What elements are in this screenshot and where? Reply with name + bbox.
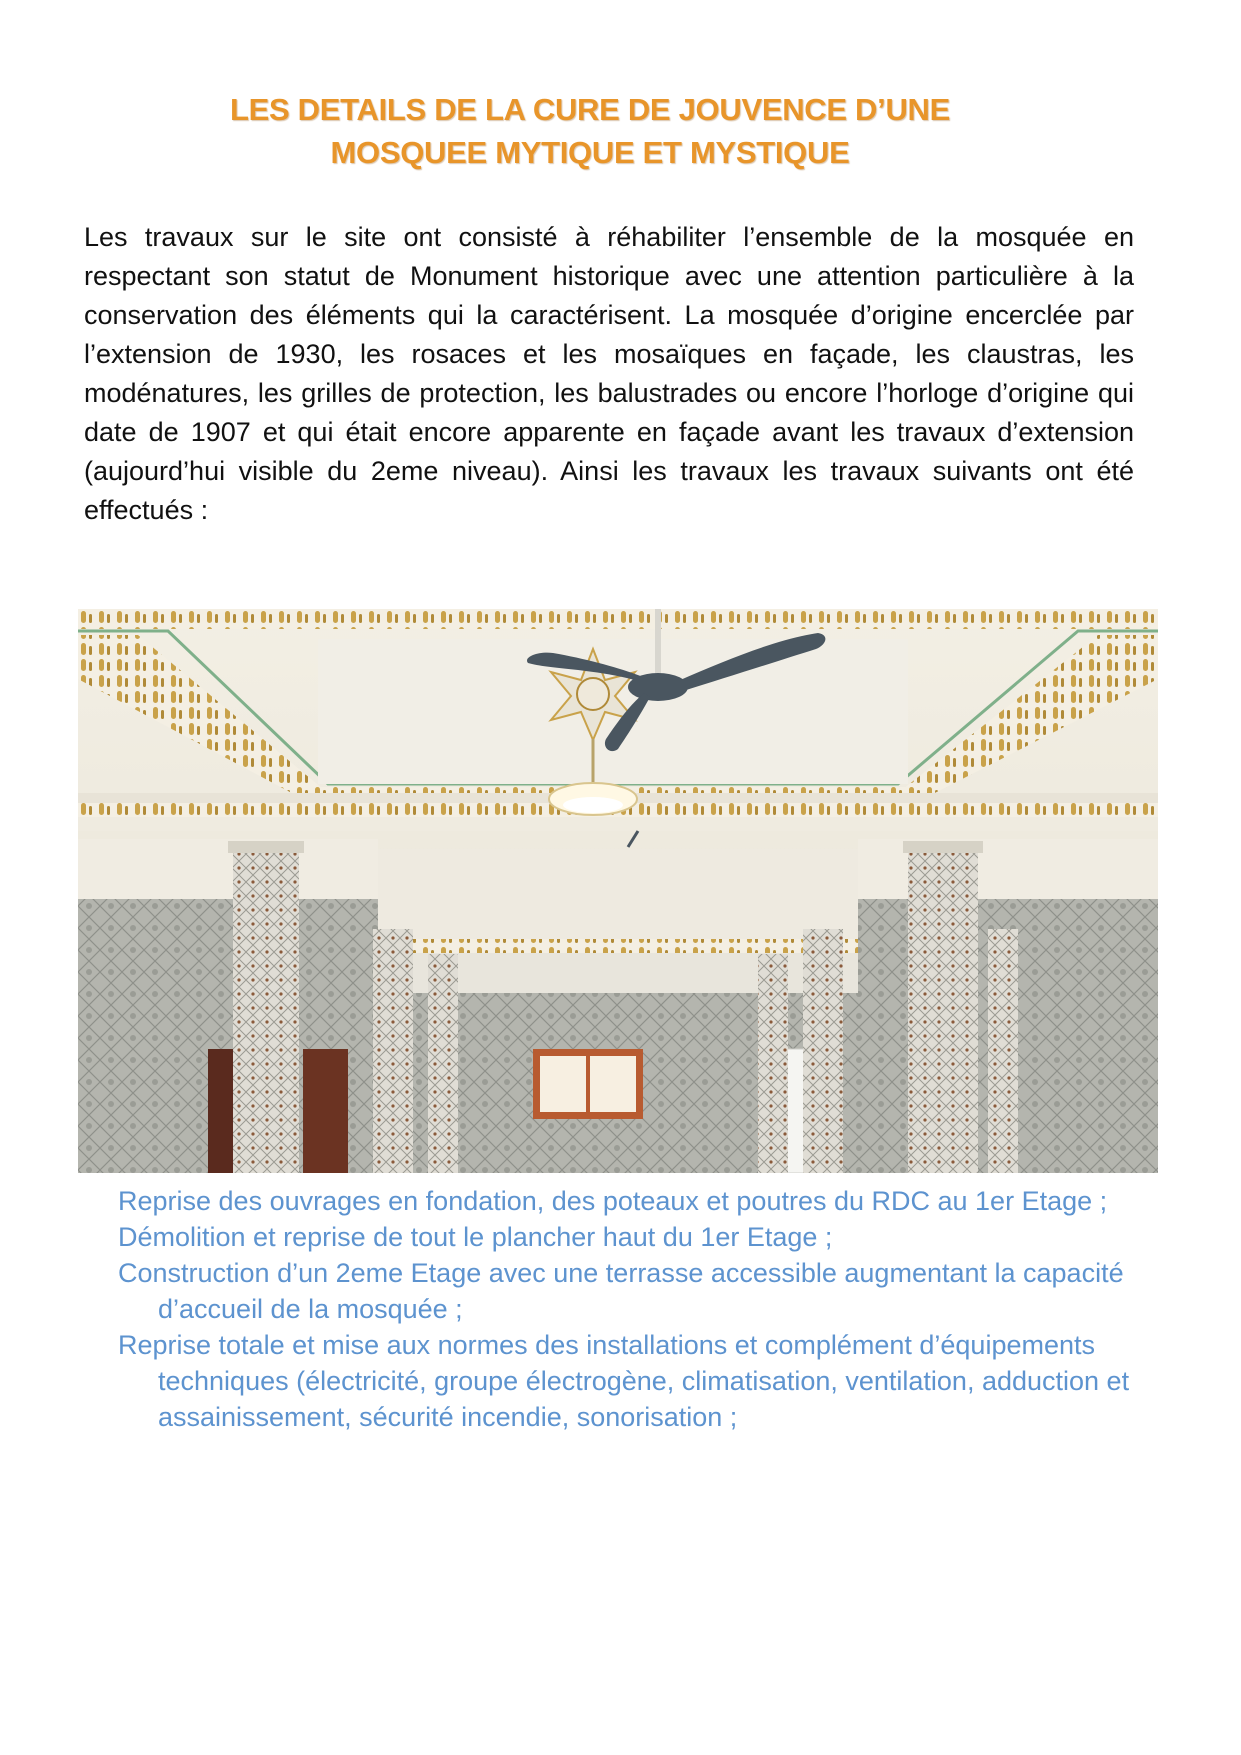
mosque-interior-photo — [78, 609, 1158, 1173]
list-item: Reprise des ouvrages en fondation, des poteaux et poutres du RDC au 1er Etage ; — [118, 1186, 1108, 1216]
title-line-2: MOSQUEE MYTIQUE ET MYSTIQUE — [330, 135, 850, 170]
works-list — [118, 1183, 1138, 1435]
list-item: Construction d’un 2eme Etage avec une terrasse accessible augmentant la capacité d’accueil de la mosquée ; — [118, 1258, 1124, 1324]
intro-paragraph: Les travaux sur le site ont consisté à réhabiliter l’ensemble de la mosquée en respectant son statut de Monument historique avec une attention particulière à la conservation des éléments qui la caractérisent. La mosquée d’origine encerclée par l’extension de 1930, les rosaces et les mosaïques en façade, les claustras, les modénatures, les grilles de protection, les balustrades ou encore l’horloge d’origine qui date de 1907 et qui était encore apparente en façade avant les travaux d’extension (aujourd’hui visible du 2eme niveau). Ainsi les travaux les travaux suivants ont été effectués : — [84, 222, 1134, 525]
title-line-1: LES DETAILS DE LA CURE DE JOUVENCE D’UNE — [229, 92, 951, 127]
article-title — [80, 88, 1100, 174]
list-item: Démolition et reprise de tout le plancher haut du 1er Etage ; — [118, 1222, 833, 1252]
list-item: Reprise totale et mise aux normes des installations et complément d’équipements techniques (électricité, groupe électrogène, climatisation, ventilation, adduction et assainissement, sécurité incendie, sonorisation ; — [118, 1330, 1130, 1432]
